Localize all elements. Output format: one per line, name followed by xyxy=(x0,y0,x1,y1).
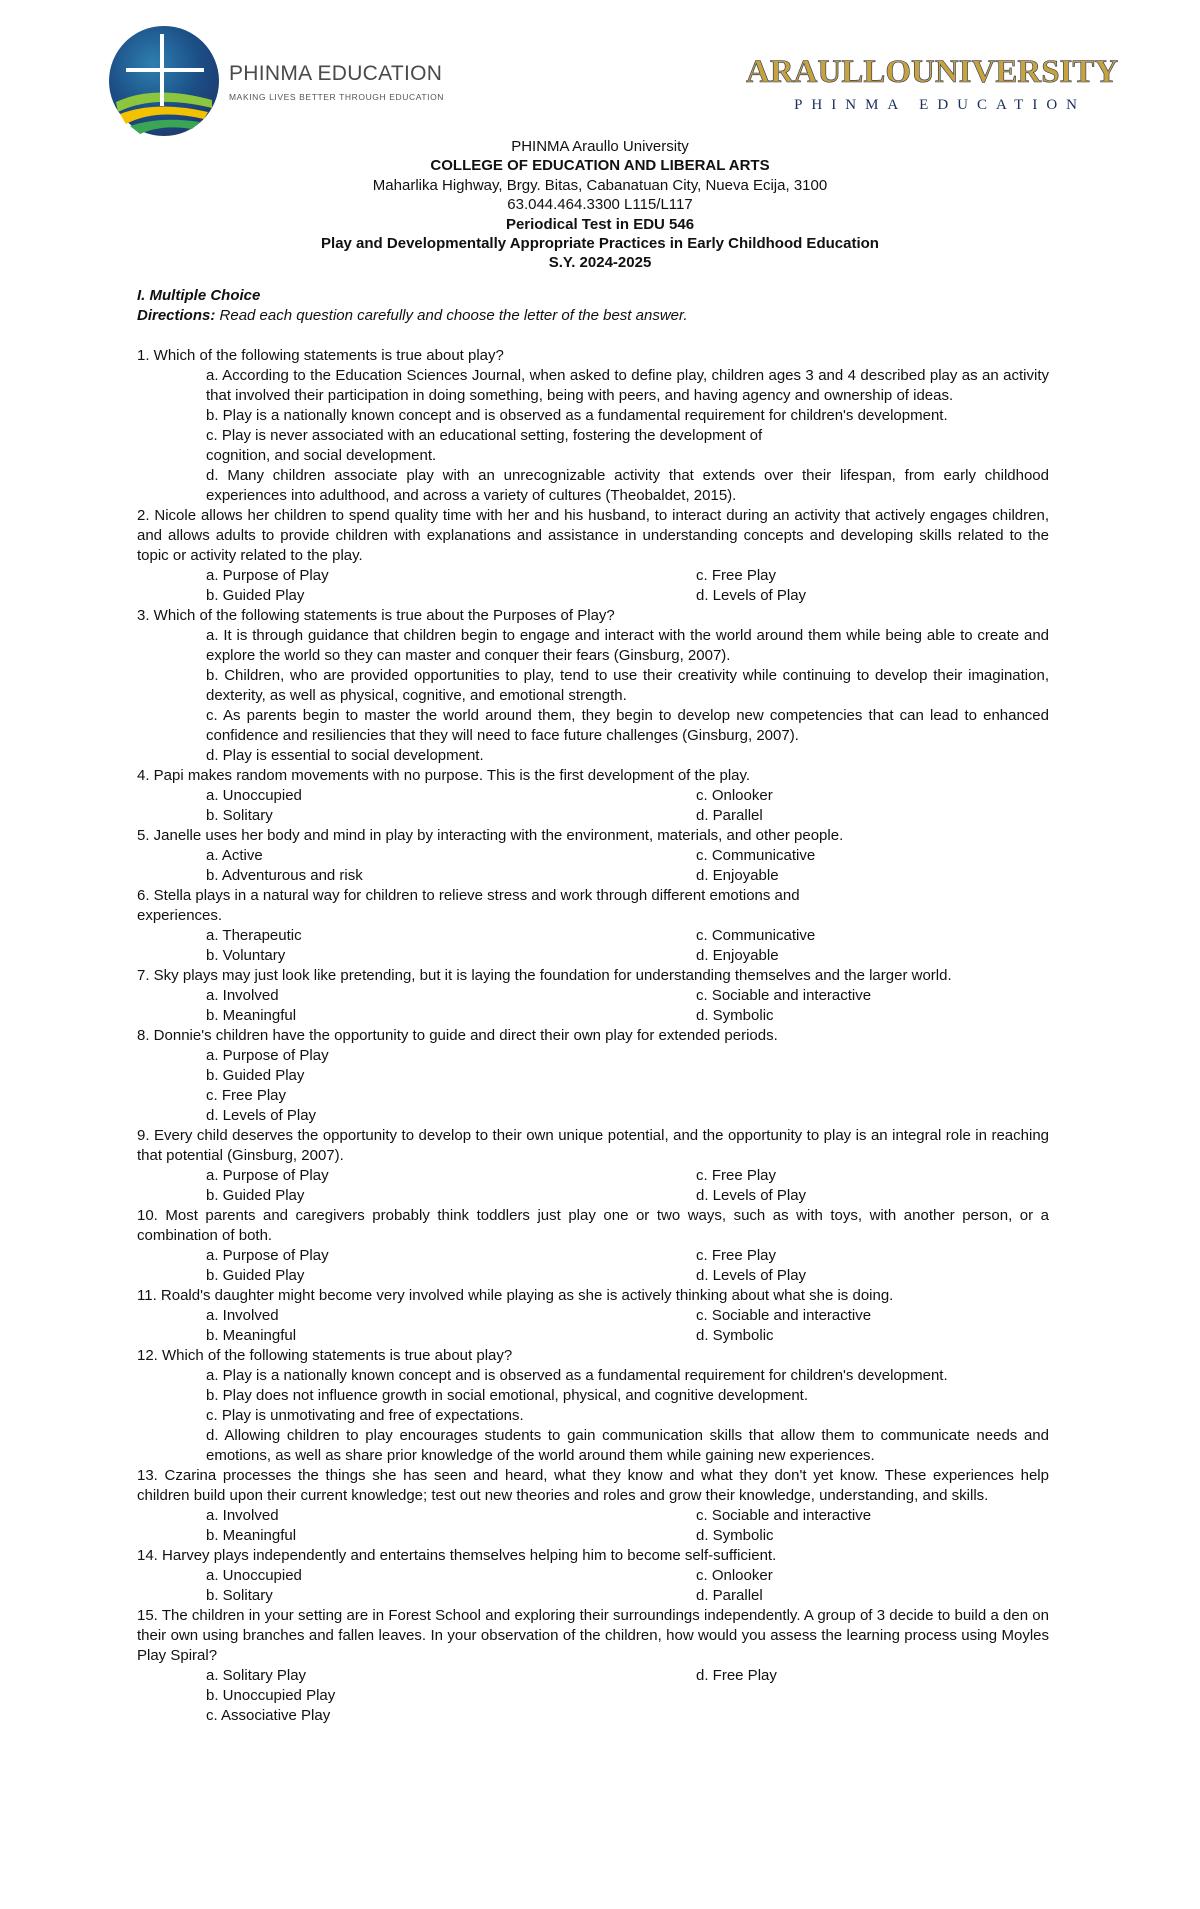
answer-option: b. Unoccupied Play xyxy=(206,1687,336,1704)
answer-option xyxy=(696,1706,1118,1726)
question-item xyxy=(137,1606,1049,1726)
answer-option: c. Free Play xyxy=(206,1087,287,1104)
answer-option xyxy=(696,1686,1118,1706)
answer-options xyxy=(137,786,1049,826)
answer-option: d. Parallel xyxy=(696,807,763,824)
answer-options xyxy=(137,926,1049,966)
answer-option: d. Levels of Play xyxy=(206,1107,317,1124)
answer-option: c. Communicative xyxy=(696,927,816,944)
school-year: S.Y. 2024-2025 xyxy=(548,254,652,272)
answer-options xyxy=(137,986,1049,1026)
directions-label: Directions: xyxy=(137,307,216,324)
question-stem: 9. Every child deserves the opportunity to develop to their own unique potential, and the opportunity to play is an integral role in reaching that potential (Ginsburg, 2007). xyxy=(137,1127,1049,1164)
question-item xyxy=(137,1206,1049,1286)
question-stem: 2. Nicole allows her children to spend quality time with her and his husband, to interact during an activity that actively engages children, and allows adults to provide children with explanations and assistance in understanding concepts and developing skills related to the topic or activity related to the play. xyxy=(137,507,1049,564)
question-item xyxy=(137,1126,1049,1206)
question-item xyxy=(137,966,1049,1026)
answer-option: c. Communicative xyxy=(696,847,816,864)
answer-option: c. As parents begin to master the world around them, they begin to develop new competencies that can lead to enhanced confidence and resiliencies that they will need to face future challenges (Ginsburg, 2007). xyxy=(206,707,1049,744)
question-stem: 11. Roald's daughter might become very involved while playing as she is actively thinking about what she is doing. xyxy=(137,1287,894,1304)
answer-option: c. Onlooker xyxy=(696,1567,773,1584)
answer-option: d. Symbolic xyxy=(696,1327,774,1344)
test-title: Periodical Test in EDU 546 xyxy=(505,215,695,233)
answer-option: a. Active xyxy=(206,847,263,864)
answer-option: c. Free Play xyxy=(696,1247,777,1264)
answer-option: c. Sociable and interactive xyxy=(696,987,872,1004)
question-item xyxy=(137,606,1049,766)
question-stem: 6. Stella plays in a natural way for children to relieve stress and work through different emotions and experiences. xyxy=(137,887,800,924)
university-name: PHINMA Araullo University xyxy=(511,138,689,155)
answer-option: b. Adventurous and risk xyxy=(206,867,363,884)
question-stem: 3. Which of the following statements is true about the Purposes of Play? xyxy=(137,607,615,624)
answer-option: c. Associative Play xyxy=(206,1707,331,1724)
answer-option: d. Enjoyable xyxy=(696,867,779,884)
answer-option: a. It is through guidance that children begin to engage and interact with the world around them while being able to create and explore the world so they can master and conquer their fears (Ginsburg, 2007). xyxy=(206,627,1049,664)
question-item xyxy=(137,766,1049,826)
question-item xyxy=(137,346,1049,506)
answer-option: c. Play is never associated with an educational setting, fostering the development of cognition, and social development. xyxy=(206,427,763,464)
question-item xyxy=(137,1546,1049,1606)
answer-option: d. Play is essential to social development. xyxy=(206,747,484,764)
question-item xyxy=(137,1346,1049,1466)
answer-options xyxy=(137,846,1049,886)
answer-options xyxy=(137,366,1049,506)
college-name: COLLEGE OF EDUCATION AND LIBERAL ARTS xyxy=(430,157,770,175)
answer-option: a. According to the Education Sciences Journal, when asked to define play, children ages 3 and 4 described play as an activity that involved their participation in doing something, being with peers, and having agency and ownership of ideas. xyxy=(206,367,1049,404)
answer-option: c. Free Play xyxy=(696,567,777,584)
answer-option: a. Purpose of Play xyxy=(206,1247,329,1264)
answer-options xyxy=(137,1166,1049,1206)
answer-option: b. Guided Play xyxy=(206,587,305,604)
question-item xyxy=(137,826,1049,886)
answer-option: c. Sociable and interactive xyxy=(696,1507,872,1524)
answer-option: c. Play is unmotivating and free of expectations. xyxy=(206,1407,524,1424)
logo-org-name: PHINMA EDUCATION xyxy=(229,62,443,85)
answer-option: d. Levels of Play xyxy=(696,587,807,604)
question-item xyxy=(137,1286,1049,1346)
question-item xyxy=(137,1466,1049,1546)
answer-option: a. Play is a nationally known concept and is observed as a fundamental requirement for children's development. xyxy=(206,1367,948,1384)
answer-option: a. Involved xyxy=(206,1307,279,1324)
question-item xyxy=(137,506,1049,606)
answer-option: b. Play is a nationally known concept and is observed as a fundamental requirement for children's development. xyxy=(206,407,948,424)
question-stem: 7. Sky plays may just look like pretending, but it is laying the foundation for understanding themselves and the larger world. xyxy=(137,967,952,984)
phinma-education-logo xyxy=(104,24,444,144)
answer-option: b. Solitary xyxy=(206,807,273,824)
logo-tagline: MAKING LIVES BETTER THROUGH EDUCATION xyxy=(229,92,445,102)
exam-content xyxy=(137,286,1049,1726)
answer-option: a. Involved xyxy=(206,1507,279,1524)
question-stem: 13. Czarina processes the things she has seen and heard, what they know and what they don't yet know. These experiences help children build upon their current knowledge; test out new theories and roles and grow their knowledge, understanding, and skills. xyxy=(137,1467,1049,1504)
answer-options xyxy=(137,1506,1049,1546)
answer-option: b. Meaningful xyxy=(206,1007,297,1024)
answer-option: c. Onlooker xyxy=(696,787,773,804)
answer-option: a. Purpose of Play xyxy=(206,1047,329,1064)
answer-option: b. Meaningful xyxy=(206,1527,297,1544)
answer-option: d. Symbolic xyxy=(696,1007,774,1024)
directions xyxy=(137,306,1049,326)
question-stem: 14. Harvey plays independently and entertains themselves helping him to become self-sufficient. xyxy=(137,1547,777,1564)
document-header xyxy=(0,137,1200,273)
answer-option: a. Solitary Play xyxy=(206,1667,307,1684)
address: Maharlika Highway, Brgy. Bitas, Cabanatuan City, Nueva Ecija, 3100 xyxy=(372,176,828,194)
answer-option: a. Unoccupied xyxy=(206,1567,302,1584)
answer-option: d. Parallel xyxy=(696,1587,763,1604)
question-stem: 4. Papi makes random movements with no purpose. This is the first development of the play. xyxy=(137,767,751,784)
question-item xyxy=(137,886,1049,966)
answer-option: b. Guided Play xyxy=(206,1267,305,1284)
answer-option: b. Guided Play xyxy=(206,1187,305,1204)
answer-option: d. Many children associate play with an unrecognizable activity that extends over their lifespan, from early childhood experiences into adulthood, and across a variety of cultures (Theobaldet, 2015). xyxy=(206,467,1049,504)
phinma-emblem-icon xyxy=(104,24,224,144)
answer-option: b. Voluntary xyxy=(206,947,286,964)
answer-options xyxy=(137,1306,1049,1346)
answer-option: d. Levels of Play xyxy=(696,1187,807,1204)
question-stem: 5. Janelle uses her body and mind in play by interacting with the environment, materials, and other people. xyxy=(137,827,844,844)
section-title: I. Multiple Choice xyxy=(137,287,261,304)
question-stem: 10. Most parents and caregivers probably think toddlers just play one or two ways, such as with toys, with another person, or a combination of both. xyxy=(137,1207,1049,1244)
question-item xyxy=(137,1026,1049,1126)
answer-option: a. Purpose of Play xyxy=(206,1167,329,1184)
answer-option: c. Free Play xyxy=(696,1167,777,1184)
araullo-university-logo xyxy=(746,54,1119,126)
answer-option: a. Therapeutic xyxy=(206,927,302,944)
answer-option: a. Unoccupied xyxy=(206,787,302,804)
phone: 63.044.464.3300 L115/L117 xyxy=(507,196,693,214)
course-title: Play and Developmentally Appropriate Practices in Early Childhood Education xyxy=(321,235,879,253)
question-list xyxy=(137,346,1049,1726)
answer-options xyxy=(137,1246,1049,1286)
answer-options xyxy=(137,1046,1049,1126)
answer-options xyxy=(137,626,1049,766)
question-stem: 1. Which of the following statements is true about play? xyxy=(137,347,504,364)
question-stem: 12. Which of the following statements is true about play? xyxy=(137,1347,513,1364)
answer-option: b. Solitary xyxy=(206,1587,273,1604)
answer-option: b. Guided Play xyxy=(206,1067,305,1084)
answer-options xyxy=(137,1566,1049,1606)
answer-option: d. Symbolic xyxy=(696,1527,774,1544)
directions-text: Read each question carefully and choose the letter of the best answer. xyxy=(215,307,688,324)
answer-option: d. Allowing children to play encourages students to gain communication skills that allow them to communicate needs and emotions, as well as share prior knowledge of the world around them while gaining new experiences. xyxy=(206,1427,1049,1464)
answer-options xyxy=(137,1666,1049,1726)
question-stem: 15. The children in your setting are in Forest School and exploring their surroundings independently. A group of 3 decide to build a den on their own using branches and fallen leaves. In your observation of the children, how would you assess the learning process using Moyles Play Spiral? xyxy=(137,1607,1049,1664)
question-stem: 8. Donnie's children have the opportunity to guide and direct their own play for extended periods. xyxy=(137,1027,778,1044)
answer-options xyxy=(137,1366,1049,1466)
answer-option: a. Purpose of Play xyxy=(206,567,329,584)
answer-option: b. Meaningful xyxy=(206,1327,297,1344)
answer-option: d. Enjoyable xyxy=(696,947,779,964)
answer-option: d. Free Play xyxy=(696,1667,777,1684)
answer-option: b. Play does not influence growth in social emotional, physical, and cognitive development. xyxy=(206,1387,809,1404)
answer-option: d. Levels of Play xyxy=(696,1267,807,1284)
answer-option: a. Involved xyxy=(206,987,279,1004)
logo-university-name: ARAULLOUNIVERSITY xyxy=(746,54,1119,90)
answer-options xyxy=(137,566,1049,606)
answer-option: b. Children, who are provided opportunities to play, tend to use their creativity while continuing to develop their imagination, dexterity, as well as physical, cognitive, and emotional strength. xyxy=(206,667,1049,704)
answer-option: c. Sociable and interactive xyxy=(696,1307,872,1324)
logo-university-sub: PHINMA EDUCATION xyxy=(794,97,1086,113)
